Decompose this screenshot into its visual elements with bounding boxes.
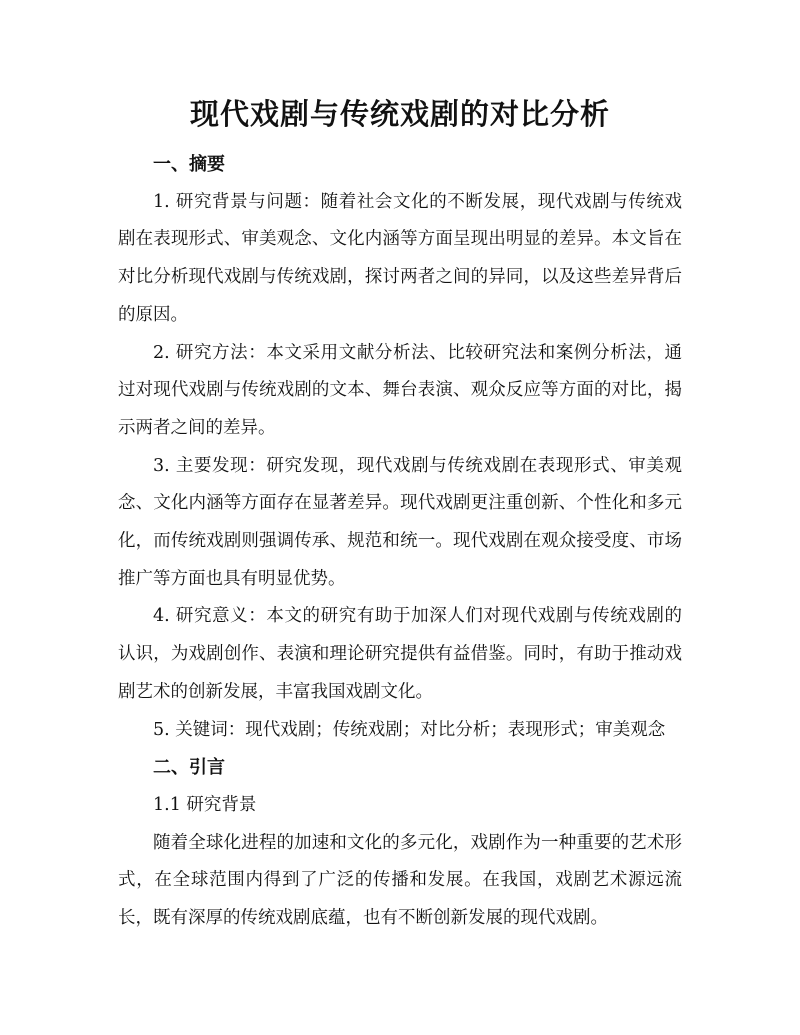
document-body [118,146,682,938]
section-heading-introduction: 二、引言 [153,757,225,779]
subsection-heading-background: 1.1 研究背景 [153,794,257,815]
abstract-item-keywords: 5. 关键词：现代戏剧；传统戏剧；对比分析；表现形式；审美观念 [153,719,666,740]
introduction-paragraph: 随着全球化进程的加速和文化的多元化，戏剧作为一种重要的艺术形式，在全球范围内得到了广泛的传播和发展。在我国，戏剧艺术源远流长，既有深厚的传统戏剧底蕴，也有不断创新发展的现代戏剧。 [118,832,682,929]
abstract-item-background: 1. 研究背景与问题：随着社会文化的不断发展，现代戏剧与传统戏剧在表现形式、审美观念、文化内涵等方面呈现出明显的差异。本文旨在对比分析现代戏剧与传统戏剧，探讨两者之间的异同，以及这些差异背后的原因。 [118,191,682,325]
section-heading-abstract: 一、摘要 [153,154,225,175]
abstract-item-findings: 3. 主要发现：研究发现，现代戏剧与传统戏剧在表现形式、审美观念、文化内涵等方面存在显著差异。现代戏剧更注重创新、个性化和多元化，而传统戏剧则强调传承、规范和统一。现代戏剧在观众接受度、市场推广等方面也具有明显优势。 [118,455,682,589]
document-title: 现代戏剧与传统戏剧的对比分析 [189,97,610,131]
abstract-item-methods: 2. 研究方法：本文采用文献分析法、比较研究法和案例分析法，通过对现代戏剧与传统戏剧的文本、舞台表演、观众反应等方面的对比，揭示两者之间的差异。 [118,342,682,438]
abstract-item-significance: 4. 研究意义：本文的研究有助于加深人们对现代戏剧与传统戏剧的认识，为戏剧创作、表演和理论研究提供有益借鉴。同时，有助于推动戏剧艺术的创新发展，丰富我国戏剧文化。 [118,606,682,702]
